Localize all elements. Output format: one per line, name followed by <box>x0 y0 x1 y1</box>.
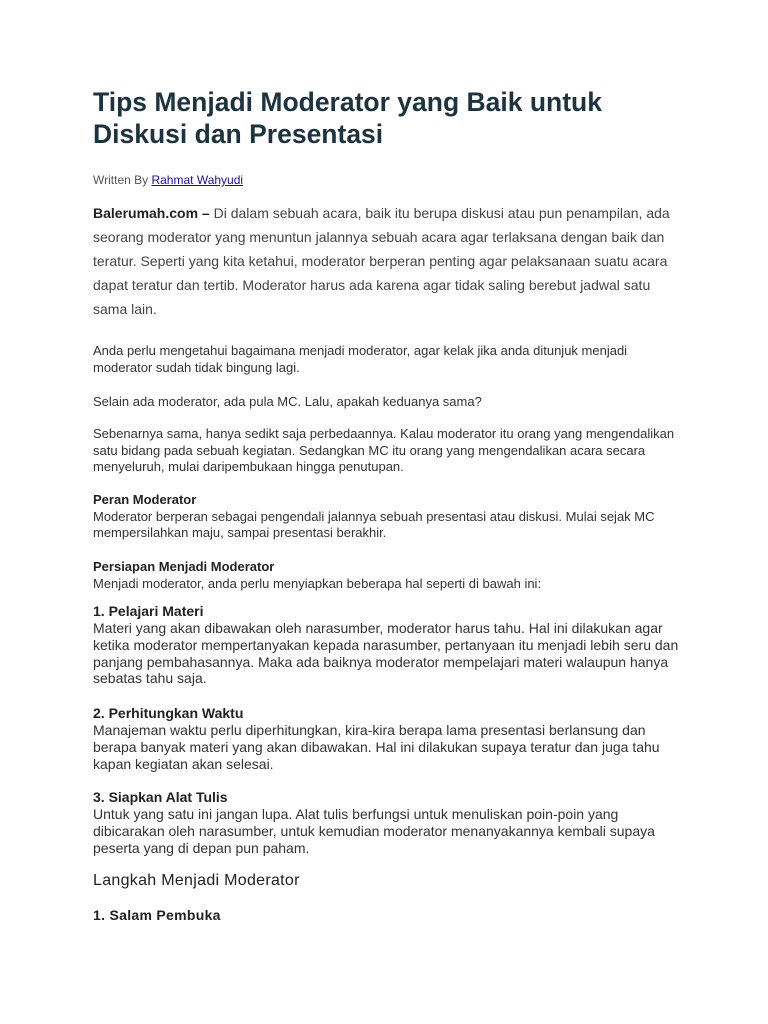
paragraph-2: Selain ada moderator, ada pula MC. Lalu, apakah keduanya sama? <box>93 394 482 409</box>
author-link[interactable]: Rahmat Wahyudi <box>151 173 244 187</box>
persiapan-text: Menjadi moderator, anda perlu menyiapkan beberapa hal seperti di bawah ini: <box>93 575 542 591</box>
paragraph-1: Anda perlu mengetahui bagaimana menjadi moderator, agar kelak jika anda ditunjuk menjadi moderator sudah tidak bingung lagi. <box>93 343 628 375</box>
peran-heading: Peran Moderator <box>93 492 197 507</box>
paragraph-3: Sebenarnya sama, hanya sedikt saja perbedaannya. Kalau moderator itu orang yang mengendalikan satu bidang pada sebuah kegiatan. Sedangkan MC itu orang yang mengendalikan acara secara menyeluruh, mulai daripembukaan hingga penutupan. <box>93 426 675 474</box>
intro-paragraph <box>93 201 683 321</box>
byline <box>93 172 243 188</box>
list-item-title: 3. Siapkan Alat Tulis <box>93 789 228 805</box>
persiapan-heading: Persiapan Menjadi Moderator <box>93 559 275 574</box>
list-item-text: Materi yang akan dibawakan oleh narasumber, moderator harus tahu. Hal ini dilakukan agar ketika moderator mempertanyakan kepada narasumber, pertanyaan itu menjadi lebih seru dan panjang pembahasannya. Maka ada baiknya moderator mempelajari materi walaupun hanya sebatas tahu saja. <box>93 620 679 687</box>
list-item-text: Manajeman waktu perlu diperhitungkan, kira-kira berapa lama presentasi berlansung dan berapa banyak materi yang akan dibawakan. Hal ini dilakukan supaya teratur dan juga tahu kapan kegiatan akan selesai. <box>93 722 660 772</box>
article-title: Tips Menjadi Moderator yang Baik untuk Diskusi dan Presentasi <box>93 87 602 149</box>
list-item-title: 1. Pelajari Materi <box>93 603 204 619</box>
list-item <box>93 788 683 856</box>
list-item <box>93 602 683 687</box>
byline-prefix: Written By <box>93 173 152 187</box>
section-persiapan <box>93 559 683 592</box>
site-name: Balerumah.com – <box>93 205 210 221</box>
list-item <box>93 704 683 772</box>
subsection-heading-salam: 1. Salam Pembuka <box>93 907 221 923</box>
intro-text: Di dalam sebuah acara, baik itu berupa diskusi atau pun penampilan, ada seorang moderator yang menuntun jalannya sebuah acara agar terlaksana dengan baik dan teratur. Seperti yang kita ketahui, moderator berperan penting agar pelaksanaan suatu acara dapat teratur dan tertib. Moderator harus ada karena agar tidak saling berebut jadwal satu sama lain. <box>93 205 670 317</box>
list-item-title: 2. Perhitungkan Waktu <box>93 705 244 721</box>
list-item-text: Untuk yang satu ini jangan lupa. Alat tulis berfungsi untuk menuliskan poin-poin yang dibicarakan oleh narasumber, untuk kemudian moderator menanyakannya kembali supaya peserta yang di depan pun paham. <box>93 806 655 856</box>
section-peran <box>93 492 683 542</box>
peran-text: Moderator berperan sebagai pengendali jalannya sebuah presentasi atau diskusi. Mulai sejak MC mempersilahkan maju, sampai presentasi berakhir. <box>93 508 655 540</box>
section-heading-langkah: Langkah Menjadi Moderator <box>93 872 300 889</box>
